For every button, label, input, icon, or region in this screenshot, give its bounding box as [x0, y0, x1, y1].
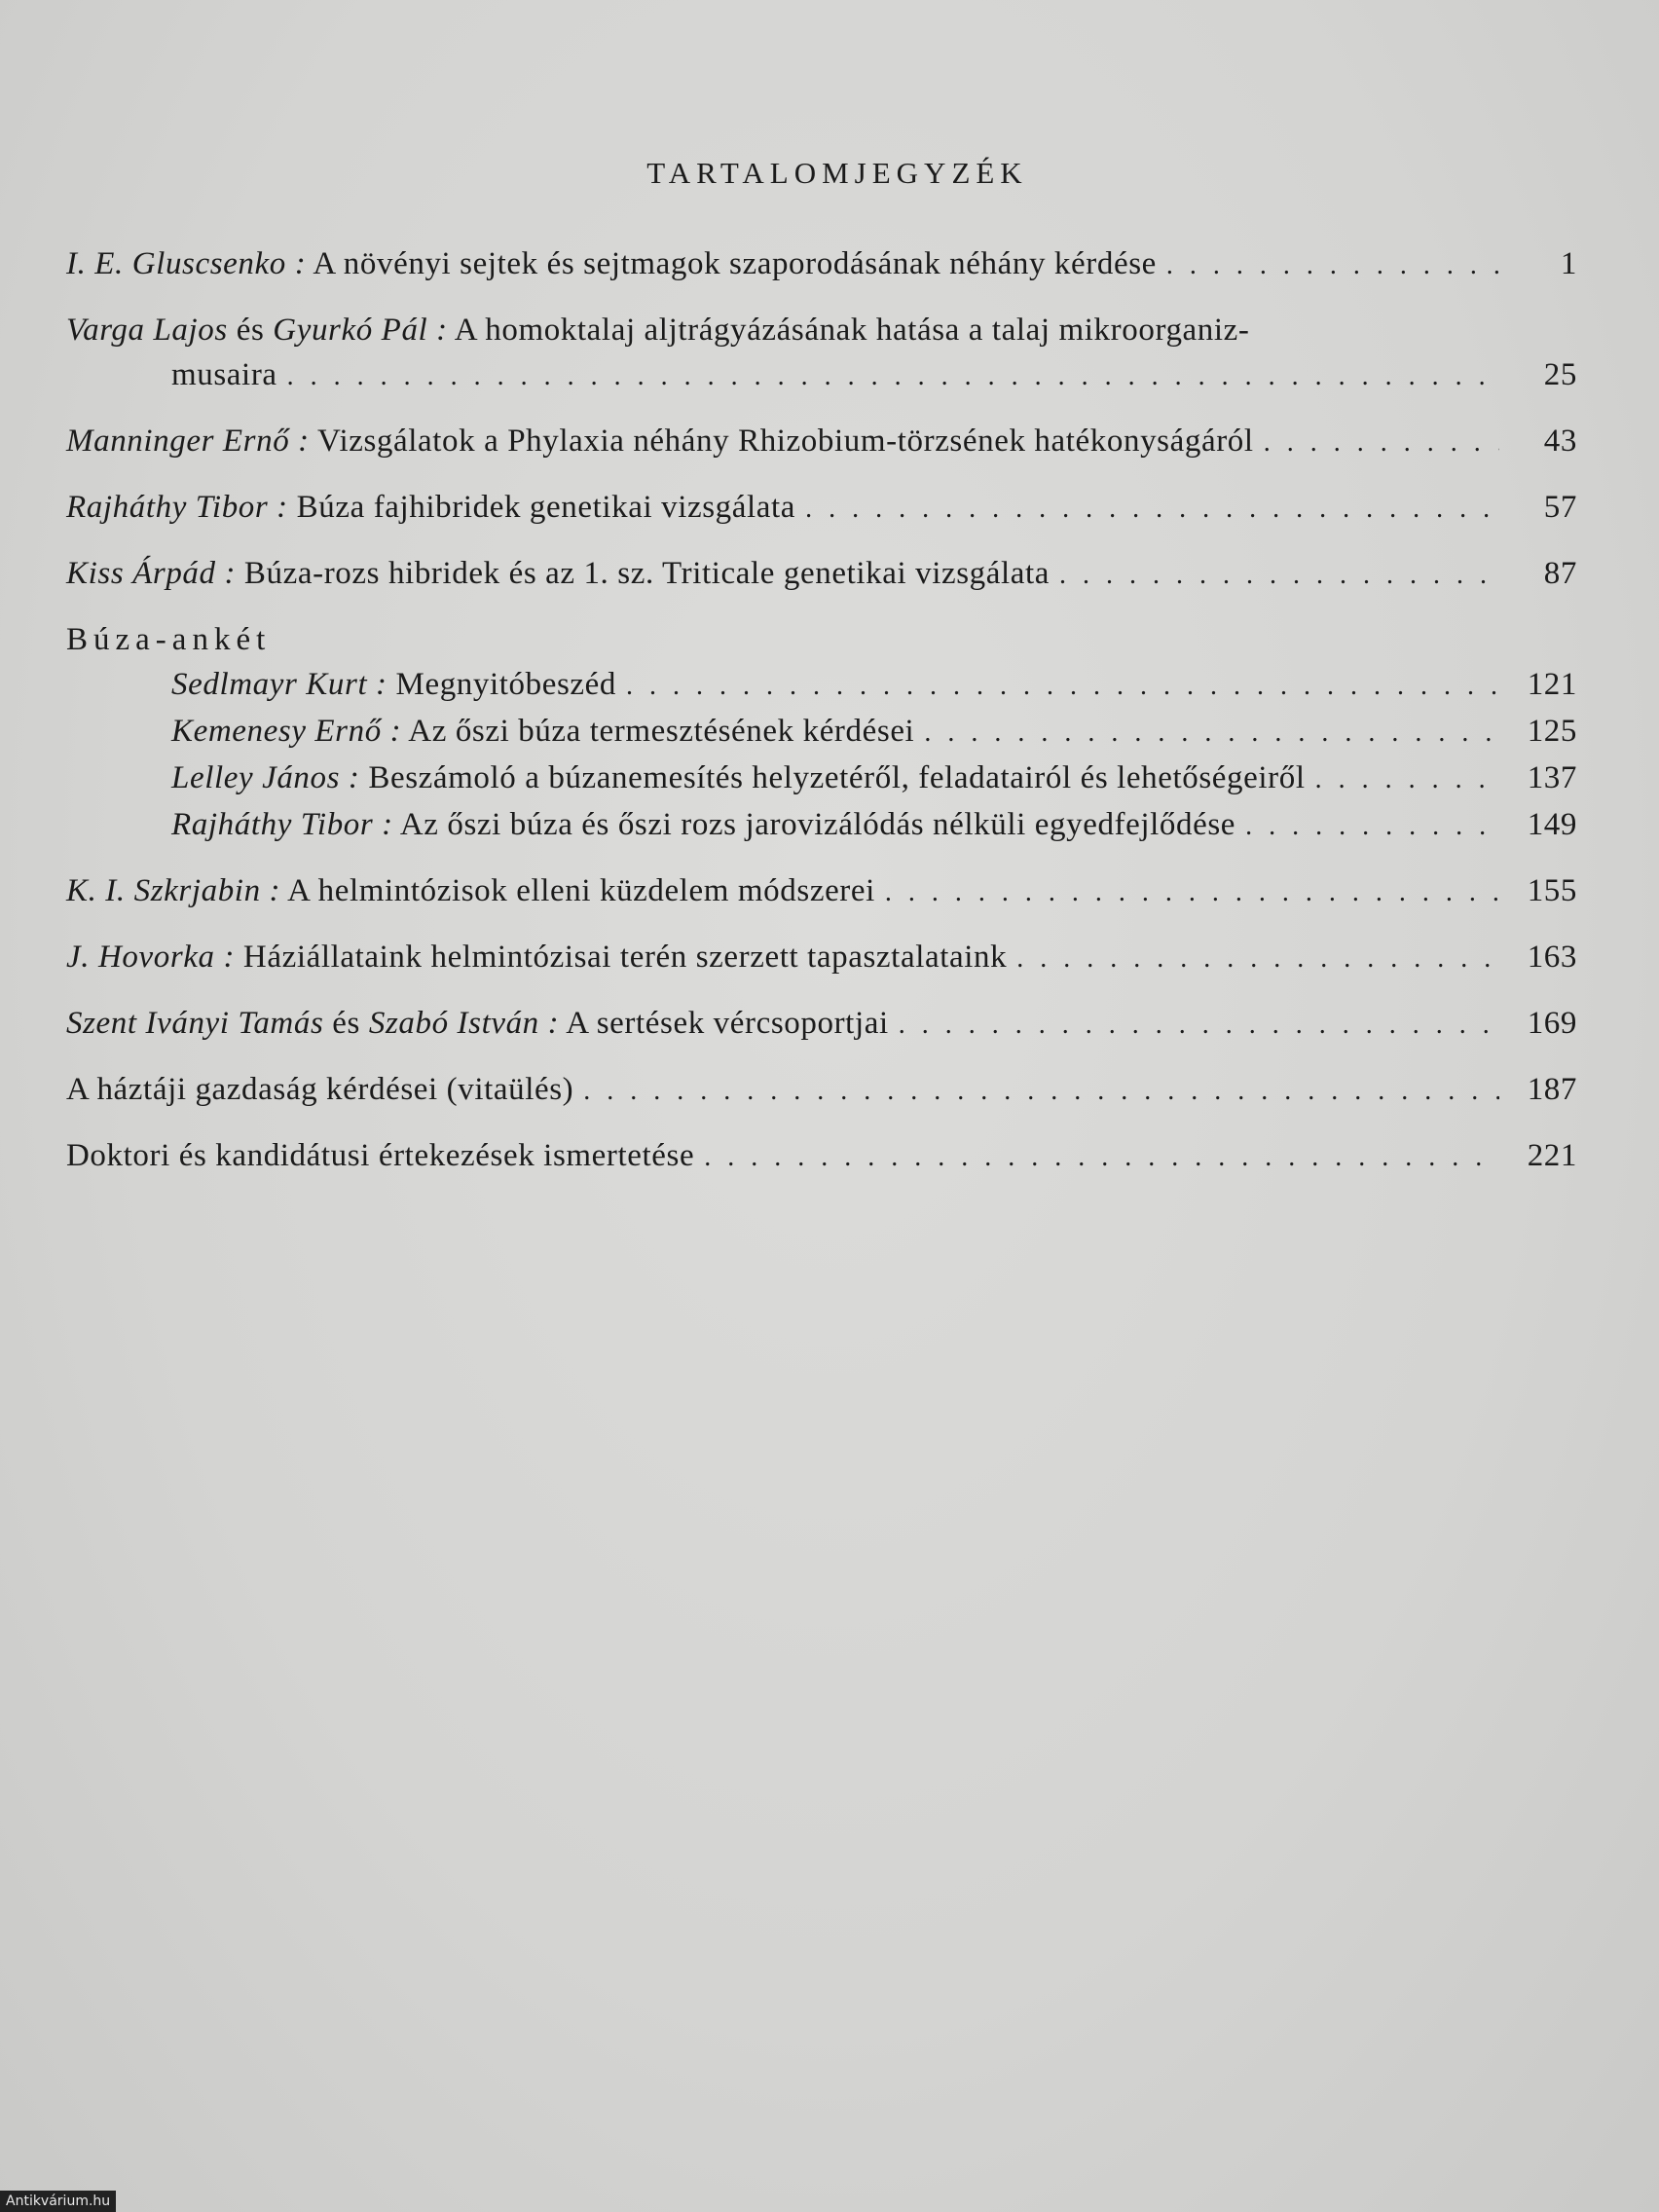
- toc-page-number: 221: [1527, 1138, 1577, 1173]
- dot-leader: [1016, 937, 1499, 981]
- dot-leader: [924, 711, 1499, 756]
- toc-entry-line: [66, 352, 1577, 399]
- toc-page-number: 149: [1527, 807, 1577, 842]
- table-of-contents: [66, 241, 1577, 1180]
- toc-page-number: 1: [1560, 246, 1577, 281]
- dot-leader: [626, 664, 1499, 709]
- toc-entry: [66, 308, 1577, 399]
- toc-author: Kiss Árpád :: [66, 556, 237, 591]
- toc-author: J. Hovorka :: [66, 940, 236, 975]
- toc-page-number: 163: [1527, 940, 1577, 975]
- toc-entry: [171, 756, 1577, 802]
- toc-entry: [171, 709, 1577, 756]
- toc-entry: [66, 1001, 1577, 1048]
- dot-leader: [1059, 553, 1499, 598]
- toc-entry-text: [66, 485, 795, 530]
- toc-author: Szent Iványi Tamás: [66, 1006, 324, 1041]
- dot-leader: [805, 487, 1499, 532]
- dot-leader: [899, 1003, 1499, 1048]
- toc-entry: [66, 485, 1577, 532]
- toc-author: Gyurkó Pál :: [273, 313, 448, 348]
- toc-entry-text: [171, 756, 1306, 800]
- toc-title: A háztáji gazdaság kérdései (vitaülés): [66, 1072, 574, 1107]
- dot-leader: [704, 1135, 1499, 1180]
- toc-title: Vizsgálatok a Phylaxia néhány Rhizobium-törzsének hatékonyságáról: [317, 424, 1254, 459]
- toc-author: K. I. Szkrjabin :: [66, 873, 281, 908]
- toc-title: Beszámoló a búzanemesítés helyzetéről, feladatairól és lehetőségeiről: [368, 760, 1306, 795]
- toc-author: Kemenesy Ernő :: [171, 714, 402, 749]
- toc-title: A sertések vércsoportjai: [566, 1006, 889, 1041]
- toc-page-number: 57: [1543, 490, 1577, 525]
- toc-connector: és: [236, 313, 265, 348]
- toc-author: Sedlmayr Kurt :: [171, 667, 387, 702]
- toc-entry-text: [66, 551, 1050, 596]
- toc-entry: [66, 935, 1577, 981]
- toc-title: A helmintózisok elleni küzdelem módszerei: [287, 873, 875, 908]
- toc-entry: [66, 1133, 1577, 1180]
- dot-leader: [1166, 243, 1499, 288]
- section-heading: Búza-ankét: [66, 622, 272, 657]
- toc-page-number: 121: [1527, 667, 1577, 702]
- toc-title: Doktori és kandidátusi értekezések ismertetése: [66, 1138, 695, 1173]
- toc-page-number: 187: [1527, 1072, 1577, 1107]
- toc-entry: [171, 662, 1577, 709]
- section-items: [66, 662, 1577, 849]
- toc-title-continued: musaira: [171, 357, 277, 392]
- toc-title: Búza fajhibridek genetikai vizsgálata: [296, 490, 796, 525]
- toc-page-number: 87: [1543, 556, 1577, 591]
- toc-title: Megnyitóbeszéd: [395, 667, 617, 702]
- dot-leader: [1264, 421, 1499, 465]
- toc-title: Háziállataink helmintózisai terén szerzett tapasztalataink: [242, 940, 1008, 975]
- toc-page-number: 169: [1527, 1006, 1577, 1041]
- dot-leader: [583, 1069, 1499, 1114]
- toc-entry-text: [66, 419, 1254, 463]
- toc-entry-text: [171, 662, 616, 707]
- toc-author: Szabó István :: [368, 1006, 560, 1041]
- toc-page-number: 155: [1527, 873, 1577, 908]
- toc-page-number: 43: [1543, 424, 1577, 459]
- toc-author: Varga Lajos: [66, 313, 228, 348]
- toc-page-number: 125: [1527, 714, 1577, 749]
- toc-entry: [66, 551, 1577, 598]
- toc-author: I. E. Gluscsenko :: [66, 246, 307, 281]
- toc-author: Lelley János :: [171, 760, 360, 795]
- toc-title: A növényi sejtek és sejtmagok szaporodásának néhány kérdése: [313, 246, 1157, 281]
- toc-author: Manninger Ernő :: [66, 424, 310, 459]
- watermark: Antikvárium.hu: [0, 2191, 116, 2212]
- toc-entry: [66, 419, 1577, 465]
- dot-leader: [287, 354, 1499, 399]
- toc-entry-line: [66, 308, 1577, 352]
- toc-page-number: 137: [1527, 760, 1577, 795]
- toc-connector: és: [332, 1006, 360, 1041]
- toc-author: Rajháthy Tibor :: [171, 807, 393, 842]
- toc-entry: [66, 241, 1577, 288]
- toc-entry-text: [66, 241, 1157, 286]
- toc-entry-text: [171, 802, 1235, 847]
- toc-entry-text: [66, 868, 875, 913]
- toc-title: Búza-rozs hibridek és az 1. sz. Triticale genetikai vizsgálata: [243, 556, 1051, 591]
- toc-entry-text: [66, 935, 1007, 979]
- toc-entry: [66, 868, 1577, 915]
- dot-leader: [1245, 804, 1499, 849]
- toc-entry: [171, 802, 1577, 849]
- toc-title: Az őszi búza termesztésének kérdései: [408, 714, 915, 749]
- toc-title: A homoktalaj aljtrágyázásának hatása a talaj mikroorganiz-: [454, 313, 1250, 348]
- toc-entry-text: [66, 1001, 889, 1046]
- toc-title: Az őszi búza és őszi rozs jarovizálódás nélküli egyedfejlődése: [399, 807, 1236, 842]
- toc-entry: [66, 1067, 1577, 1114]
- toc-entry-text: [171, 709, 914, 754]
- toc-author: Rajháthy Tibor :: [66, 490, 288, 525]
- dot-leader: [1315, 757, 1499, 802]
- page-title: TARTALOMJEGYZÉK: [646, 156, 1028, 190]
- dot-leader: [885, 870, 1499, 915]
- toc-page-number: 25: [1543, 357, 1577, 392]
